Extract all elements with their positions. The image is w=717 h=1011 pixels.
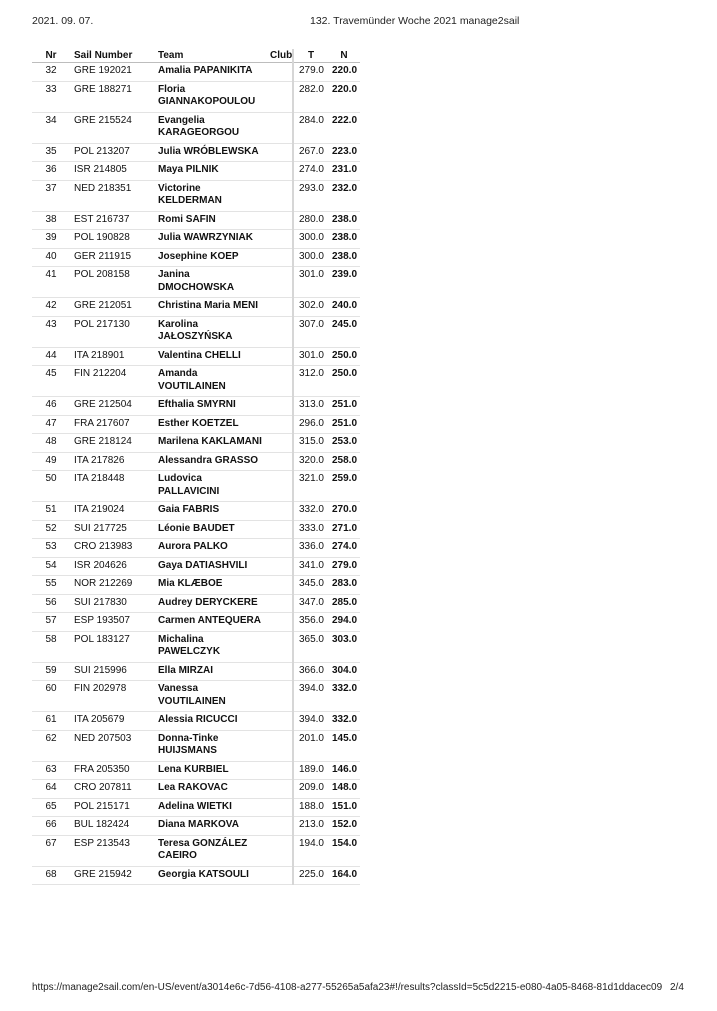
table-row [32,817,360,836]
cell-team: Lea RAKOVAC [154,780,266,799]
cell-net: 253.0 [328,434,360,453]
cell-net: 303.0 [328,631,360,662]
cell-total: 302.0 [293,298,328,317]
cell-net: 304.0 [328,662,360,681]
cell-total: 188.0 [293,798,328,817]
cell-sail-number: FIN 212204 [70,366,154,397]
cell-sail-number: POL 190828 [70,230,154,249]
table-row [32,162,360,181]
cell-team: Alessia RICUCCI [154,712,266,731]
cell-total: 394.0 [293,681,328,712]
cell-club [266,366,293,397]
cell-nr: 41 [32,267,70,298]
cell-sail-number: ISR 214805 [70,162,154,181]
cell-total: 315.0 [293,434,328,453]
cell-nr: 58 [32,631,70,662]
cell-sail-number: SUI 217725 [70,520,154,539]
cell-nr: 55 [32,576,70,595]
cell-total: 189.0 [293,761,328,780]
table-row [32,798,360,817]
cell-team: Julia WAWRZYNIAK [154,230,266,249]
cell-sail-number: POL 215171 [70,798,154,817]
cell-nr: 40 [32,248,70,267]
cell-net: 238.0 [328,248,360,267]
cell-nr: 53 [32,539,70,558]
cell-club [266,761,293,780]
page-number: 2/4 [670,982,684,993]
cell-total: 313.0 [293,397,328,416]
table-row [32,520,360,539]
cell-total: 209.0 [293,780,328,799]
cell-club [266,267,293,298]
table-row [32,63,360,82]
table-row [32,594,360,613]
cell-total: 300.0 [293,248,328,267]
table-row [32,81,360,112]
cell-total: 345.0 [293,576,328,595]
cell-club [266,835,293,866]
cell-net: 245.0 [328,316,360,347]
cell-club [266,681,293,712]
cell-total: 347.0 [293,594,328,613]
cell-team: Diana MARKOVA [154,817,266,836]
cell-team: Floria GIANNAKOPOULOU [154,81,266,112]
cell-team: Gaya DATIASHVILI [154,557,266,576]
cell-sail-number: FIN 202978 [70,681,154,712]
cell-net: 279.0 [328,557,360,576]
cell-total: 312.0 [293,366,328,397]
cell-team: Aurora PALKO [154,539,266,558]
cell-net: 238.0 [328,211,360,230]
cell-sail-number: GRE 215942 [70,866,154,885]
cell-net: 223.0 [328,143,360,162]
cell-net: 332.0 [328,712,360,731]
cell-net: 151.0 [328,798,360,817]
cell-net: 220.0 [328,81,360,112]
cell-team: Ella MIRZAI [154,662,266,681]
cell-total: 279.0 [293,63,328,82]
cell-net: 232.0 [328,180,360,211]
cell-club [266,434,293,453]
cell-club [266,520,293,539]
cell-club [266,471,293,502]
cell-net: 154.0 [328,835,360,866]
footer-url: https://manage2sail.com/en-US/event/a3014e6c-7d56-4108-a277-55265a5afa23#!/results?classId=5c5d2215-e080-4a05-8468-81d1ddacec09 [32,982,663,993]
cell-nr: 61 [32,712,70,731]
cell-nr: 47 [32,415,70,434]
cell-nr: 62 [32,730,70,761]
cell-nr: 33 [32,81,70,112]
cell-sail-number: NOR 212269 [70,576,154,595]
cell-team: Karolina JAŁOSZYŃSKA [154,316,266,347]
cell-sail-number: FRA 217607 [70,415,154,434]
cell-net: 274.0 [328,539,360,558]
table-row [32,230,360,249]
cell-net: 145.0 [328,730,360,761]
cell-total: 300.0 [293,230,328,249]
table-row [32,730,360,761]
cell-nr: 48 [32,434,70,453]
cell-team: Josephine KOEP [154,248,266,267]
cell-club [266,502,293,521]
cell-team: Michalina PAWELCZYK [154,631,266,662]
cell-club [266,452,293,471]
cell-sail-number: GRE 212504 [70,397,154,416]
cell-club [266,298,293,317]
cell-net: 270.0 [328,502,360,521]
column-header-sail-number: Sail Number [70,49,154,63]
column-header-team: Team [154,49,266,63]
table-row [32,613,360,632]
cell-total: 301.0 [293,267,328,298]
cell-net: 231.0 [328,162,360,181]
cell-club [266,539,293,558]
column-header-net: N [328,49,360,63]
cell-sail-number: EST 216737 [70,211,154,230]
cell-sail-number: POL 208158 [70,267,154,298]
table-row [32,712,360,731]
cell-total: 321.0 [293,471,328,502]
cell-nr: 34 [32,112,70,143]
table-row [32,180,360,211]
cell-nr: 57 [32,613,70,632]
cell-net: 285.0 [328,594,360,613]
cell-net: 222.0 [328,112,360,143]
cell-nr: 68 [32,866,70,885]
cell-net: 250.0 [328,347,360,366]
cell-total: 274.0 [293,162,328,181]
cell-club [266,798,293,817]
cell-sail-number: SUI 215996 [70,662,154,681]
cell-net: 271.0 [328,520,360,539]
cell-team: Ludovica PALLAVICINI [154,471,266,502]
table-row [32,539,360,558]
cell-club [266,415,293,434]
cell-club [266,81,293,112]
cell-club [266,63,293,82]
cell-team: Georgia KATSOULI [154,866,266,885]
cell-net: 251.0 [328,415,360,434]
cell-nr: 44 [32,347,70,366]
cell-club [266,347,293,366]
table-header-row [32,49,360,63]
cell-team: Adelina WIETKI [154,798,266,817]
page-title: 132. Travemünder Woche 2021 manage2sail [310,15,520,27]
cell-team: Marilena KAKLAMANI [154,434,266,453]
cell-team: Maya PILNIK [154,162,266,181]
cell-total: 341.0 [293,557,328,576]
table-row [32,267,360,298]
cell-net: 332.0 [328,681,360,712]
table-row [32,557,360,576]
cell-sail-number: NED 207503 [70,730,154,761]
table-row [32,211,360,230]
cell-nr: 45 [32,366,70,397]
cell-total: 293.0 [293,180,328,211]
cell-club [266,162,293,181]
cell-club [266,712,293,731]
cell-total: 213.0 [293,817,328,836]
cell-club [266,576,293,595]
cell-nr: 64 [32,780,70,799]
cell-team: Mia KLÆBOE [154,576,266,595]
table-row [32,347,360,366]
cell-nr: 49 [32,452,70,471]
cell-sail-number: ISR 204626 [70,557,154,576]
cell-sail-number: GRE 192021 [70,63,154,82]
cell-total: 194.0 [293,835,328,866]
cell-nr: 67 [32,835,70,866]
table-row [32,366,360,397]
cell-total: 333.0 [293,520,328,539]
cell-team: Gaia FABRIS [154,502,266,521]
cell-team: Teresa GONZÁLEZ CAEIRO [154,835,266,866]
cell-sail-number: POL 213207 [70,143,154,162]
cell-total: 394.0 [293,712,328,731]
cell-net: 220.0 [328,63,360,82]
table-row [32,316,360,347]
cell-net: 146.0 [328,761,360,780]
cell-club [266,631,293,662]
cell-total: 365.0 [293,631,328,662]
table-row [32,780,360,799]
cell-team: Audrey DERYCKERE [154,594,266,613]
cell-team: Donna-Tinke HUIJSMANS [154,730,266,761]
cell-sail-number: GER 211915 [70,248,154,267]
cell-nr: 46 [32,397,70,416]
cell-nr: 65 [32,798,70,817]
cell-total: 280.0 [293,211,328,230]
cell-club [266,248,293,267]
cell-sail-number: CRO 213983 [70,539,154,558]
table-row [32,662,360,681]
cell-nr: 39 [32,230,70,249]
cell-sail-number: ITA 205679 [70,712,154,731]
cell-nr: 59 [32,662,70,681]
table-row [32,143,360,162]
cell-sail-number: POL 217130 [70,316,154,347]
cell-total: 301.0 [293,347,328,366]
cell-net: 152.0 [328,817,360,836]
cell-club [266,613,293,632]
cell-total: 284.0 [293,112,328,143]
cell-nr: 32 [32,63,70,82]
cell-nr: 63 [32,761,70,780]
cell-total: 296.0 [293,415,328,434]
cell-club [266,112,293,143]
cell-nr: 36 [32,162,70,181]
cell-sail-number: SUI 217830 [70,594,154,613]
cell-nr: 42 [32,298,70,317]
cell-club [266,662,293,681]
cell-team: Amanda VOUTILAINEN [154,366,266,397]
cell-team: Léonie BAUDET [154,520,266,539]
table-row [32,112,360,143]
cell-club [266,143,293,162]
column-header-total: T [293,49,328,63]
cell-club [266,180,293,211]
cell-team: Alessandra GRASSO [154,452,266,471]
table-row [32,681,360,712]
cell-sail-number: GRE 218124 [70,434,154,453]
cell-total: 267.0 [293,143,328,162]
cell-total: 366.0 [293,662,328,681]
cell-team: Vanessa VOUTILAINEN [154,681,266,712]
cell-net: 238.0 [328,230,360,249]
cell-total: 332.0 [293,502,328,521]
table-row [32,434,360,453]
table-row [32,471,360,502]
cell-net: 239.0 [328,267,360,298]
cell-net: 148.0 [328,780,360,799]
table-row [32,397,360,416]
cell-sail-number: GRE 215524 [70,112,154,143]
table-row [32,415,360,434]
table-row [32,866,360,885]
cell-nr: 35 [32,143,70,162]
cell-club [266,397,293,416]
table-row [32,761,360,780]
cell-nr: 38 [32,211,70,230]
cell-sail-number: ITA 218901 [70,347,154,366]
cell-total: 320.0 [293,452,328,471]
cell-total: 336.0 [293,539,328,558]
cell-team: Lena KURBIEL [154,761,266,780]
cell-total: 356.0 [293,613,328,632]
table-row [32,631,360,662]
cell-nr: 60 [32,681,70,712]
table-row [32,576,360,595]
cell-sail-number: ESP 213543 [70,835,154,866]
cell-net: 283.0 [328,576,360,595]
cell-club [266,780,293,799]
cell-sail-number: FRA 205350 [70,761,154,780]
cell-total: 282.0 [293,81,328,112]
table-row [32,248,360,267]
cell-sail-number: GRE 188271 [70,81,154,112]
cell-team: Romi SAFIN [154,211,266,230]
cell-team: Evangelia KARAGEORGOU [154,112,266,143]
cell-club [266,230,293,249]
table-row [32,502,360,521]
cell-net: 258.0 [328,452,360,471]
results-body [32,63,360,885]
cell-club [266,817,293,836]
cell-sail-number: BUL 182424 [70,817,154,836]
cell-nr: 56 [32,594,70,613]
results-table [32,49,360,885]
table-row [32,298,360,317]
cell-nr: 66 [32,817,70,836]
cell-nr: 50 [32,471,70,502]
cell-team: Carmen ANTEQUERA [154,613,266,632]
cell-sail-number: NED 218351 [70,180,154,211]
cell-nr: 51 [32,502,70,521]
cell-team: Amalia PAPANIKITA [154,63,266,82]
cell-sail-number: CRO 207811 [70,780,154,799]
cell-club [266,316,293,347]
print-date: 2021. 09. 07. [32,15,94,27]
cell-nr: 52 [32,520,70,539]
cell-team: Victorine KELDERMAN [154,180,266,211]
cell-sail-number: ITA 217826 [70,452,154,471]
table-row [32,835,360,866]
table-row [32,452,360,471]
cell-net: 250.0 [328,366,360,397]
cell-team: Valentina CHELLI [154,347,266,366]
column-header-nr: Nr [32,49,70,63]
cell-total: 307.0 [293,316,328,347]
cell-nr: 37 [32,180,70,211]
cell-club [266,557,293,576]
cell-team: Julia WRÓBLEWSKA [154,143,266,162]
cell-team: Esther KOETZEL [154,415,266,434]
cell-sail-number: ITA 218448 [70,471,154,502]
cell-team: Janina DMOCHOWSKA [154,267,266,298]
cell-total: 201.0 [293,730,328,761]
column-header-club: Club [266,49,293,63]
cell-club [266,594,293,613]
cell-sail-number: POL 183127 [70,631,154,662]
cell-club [266,211,293,230]
cell-nr: 43 [32,316,70,347]
cell-club [266,866,293,885]
cell-net: 294.0 [328,613,360,632]
cell-net: 251.0 [328,397,360,416]
cell-team: Efthalia SMYRNI [154,397,266,416]
cell-net: 164.0 [328,866,360,885]
cell-team: Christina Maria MENI [154,298,266,317]
cell-net: 240.0 [328,298,360,317]
cell-nr: 54 [32,557,70,576]
cell-sail-number: ESP 193507 [70,613,154,632]
cell-total: 225.0 [293,866,328,885]
cell-club [266,730,293,761]
cell-sail-number: ITA 219024 [70,502,154,521]
cell-sail-number: GRE 212051 [70,298,154,317]
cell-net: 259.0 [328,471,360,502]
